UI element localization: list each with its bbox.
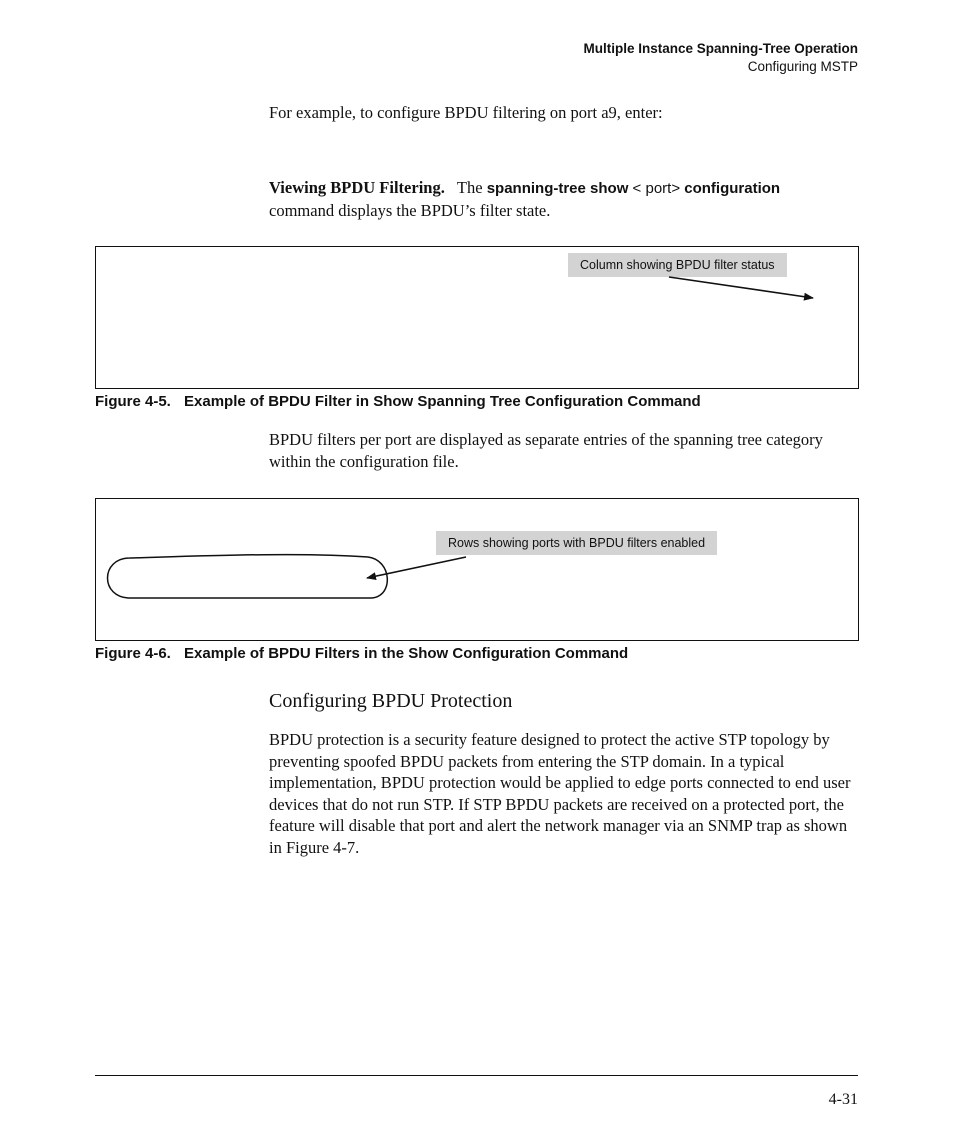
arrow-to-filter-rows [367, 557, 466, 578]
filters-paragraph: BPDU filters per port are displayed as separate entries of the spanning tree category within the configuration file. [269, 430, 823, 471]
figure-caption-text: Example of BPDU Filter in Show Spanning Tree Configuration Command [184, 393, 701, 410]
command-keyword-2: configuration [684, 180, 781, 197]
the-word: The [456, 178, 483, 197]
command-keyword: spanning-tree show [486, 180, 629, 197]
figure-4-6-caption [95, 645, 628, 662]
run-in-heading: Viewing BPDU Filtering. [269, 178, 445, 197]
figure-number: Figure 4-5. [95, 393, 171, 410]
arrow-to-filter-column [669, 277, 813, 298]
footer-rule [95, 1075, 858, 1076]
command-description: command displays the BPDU’s filter state. [269, 200, 551, 220]
command-parameter: < port> [632, 180, 681, 197]
figure-4-6-callout: Rows showing ports with BPDU filters enabled [436, 531, 717, 555]
figure-number: Figure 4-6. [95, 645, 171, 662]
intro-paragraph: For example, to configure BPDU filtering on port a9, enter: [269, 103, 663, 122]
running-header-title: Multiple Instance Spanning-Tree Operation [583, 41, 858, 56]
highlight-loop [108, 555, 388, 598]
section-paragraph: BPDU protection is a security feature designed to protect the active STP topology by preventing spoofed BPDU packets from entering the STP domain. In a typical implementation, BPDU protection would be applied to edge ports connected to end user devices that do not run STP. If STP BPDU packets are received on a protected port, the feature will disable that port and alert the network manager via an SNMP trap as shown in Figure 4-7. [269, 730, 851, 857]
figure-caption-text: Example of BPDU Filters in the Show Configuration Command [184, 645, 629, 662]
figure-4-5-callout: Column showing BPDU filter status [568, 253, 787, 277]
running-header-subtitle: Configuring MSTP [747, 59, 858, 74]
section-heading: Configuring BPDU Protection [269, 690, 513, 712]
page-number: 4-31 [828, 1091, 858, 1108]
